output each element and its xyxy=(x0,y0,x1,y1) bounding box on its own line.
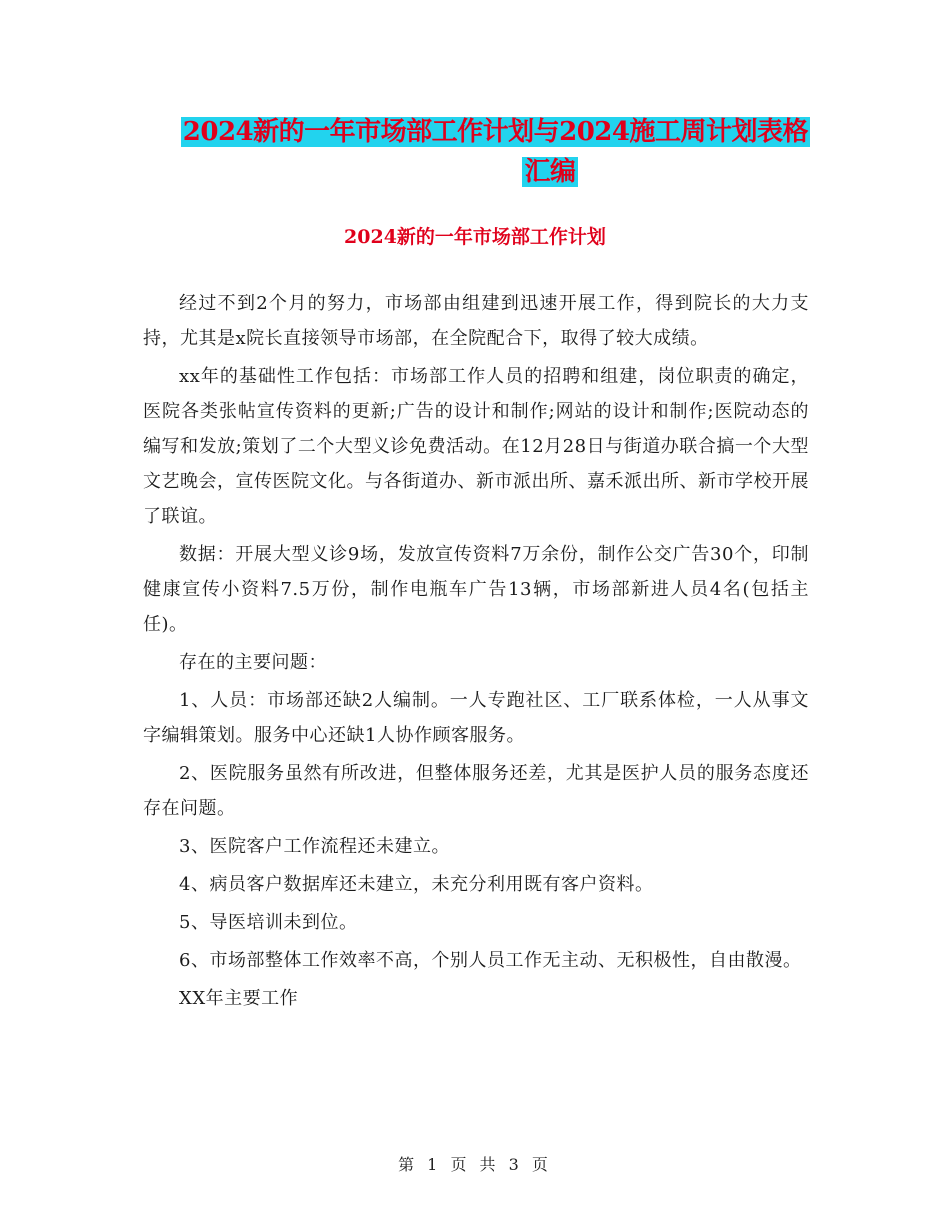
paragraph: 6、市场部整体工作效率不高，个别人员工作无主动、无积极性，自由散漫。 xyxy=(179,950,802,971)
paragraph: XX年主要工作 xyxy=(179,988,299,1009)
paragraph: 4、病员客户数据库还未建立，未充分利用既有客户资料。 xyxy=(179,874,654,895)
paragraph: 2、医院服务虽然有所改进，但整体服务还差，尤其是医护人员的服务态度还存在问题。 xyxy=(143,763,809,819)
paragraph: 1、人员：市场部还缺2人编制。一人专跑社区、工厂联系体检，一人从事文字编辑策划。服务中心还缺1人协作顾客服务。 xyxy=(143,690,809,746)
document-title xyxy=(140,112,810,192)
page-number-footer: 第 1 页 共 3 页 xyxy=(398,1155,552,1174)
document-title-line1: 2024新的一年市场部工作计划与2024施工周计划表格 xyxy=(182,117,808,147)
document-title-line2: 汇编 xyxy=(524,157,576,187)
paragraph: 5、导医培训未到位。 xyxy=(179,912,358,933)
paragraph: 经过不到2个月的努力，市场部由组建到迅速开展工作，得到院长的大力支持，尤其是x院长直接领导市场部，在全院配合下，取得了较大成绩。 xyxy=(143,293,809,349)
document-body xyxy=(143,286,809,1019)
paragraph: 数据：开展大型义诊9场，发放宣传资料7万余份，制作公交广告30个，印制健康宣传小资料7.5万份，制作电瓶车广告13辆，市场部新进人员4名(包括主任)。 xyxy=(143,544,809,635)
paragraph: 存在的主要问题： xyxy=(179,652,327,673)
section-title: 2024新的一年市场部工作计划 xyxy=(344,226,606,248)
paragraph: 3、医院客户工作流程还未建立。 xyxy=(179,836,450,857)
paragraph: xx年的基础性工作包括：市场部工作人员的招聘和组建，岗位职责的确定，医院各类张帖宣传资料的更新;广告的设计和制作;网站的设计和制作;医院动态的编写和发放;策划了二个大型义诊免费活动。在12月28日与街道办联合搞一个大型文艺晚会，宣传医院文化。与各街道办、新市派出所、嘉禾派出所、新市学校开展了联谊。 xyxy=(143,366,809,527)
document-title-line2-wrap xyxy=(140,152,810,192)
